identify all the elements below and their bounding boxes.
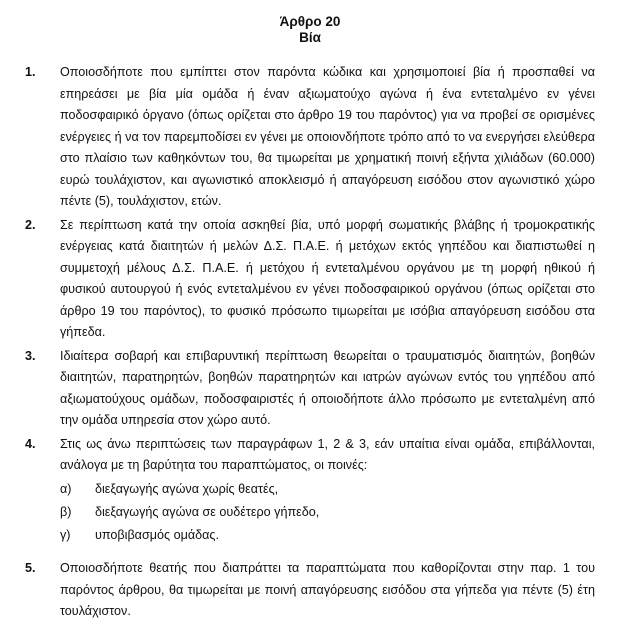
list-item-text: διεξαγωγής αγώνα σε ουδέτερο γήπεδο, xyxy=(95,504,320,519)
list-item-letter: α) xyxy=(60,481,72,496)
list-item-text: υποβιβασμός ομάδας. xyxy=(95,527,219,542)
paragraph-text: Ιδιαίτερα σοβαρή και επιβαρυντική περίπτωση θεωρείται ο τραυματισμός διαιτητών, βοηθών διαιτητών, παρατηρητών, βοηθών παρατηρητών και ιατρών αγώνων εντός του γηπέδου από αξιωματούχους ομάδων, ποδοσφαιριστές ή οποιοδήποτε άλλο πρόσωπο με εντεταλμένη από την ομάδα υπηρεσία στον χώρο αυτό. xyxy=(60,348,595,427)
paragraph-3 xyxy=(25,346,595,432)
paragraph-text: Οποιοσδήποτε που εμπίπτει στον παρόντα κώδικα και χρησιμοποιεί βία ή προσπαθεί να επηρεάσει με βία μία ομάδα ή έναν αξιωματούχο αγώνα ή ένα εντεταλμένο εν γένει ποδοσφαιρικό όργανο (όπως ορίζεται στο άρθρο 19 του παρόντος) για να προβεί σε ορισμένες ενέργειες ή να τον παρεμποδίσει εν γένει με οποιονδήποτε τρόπο από το να ενεργήσει ελεύθερα στο πλαίσιο των καθηκόντων του, θα τιμωρείται με χρηματική ποινή εξήντα χιλιάδων (60.000) ευρώ τουλάχιστον, και αγωνιστικό αποκλεισμό ή απαγόρευση εισόδου στον αγωνιστικό χώρο πέντε (5), τουλάχιστον, ετών. xyxy=(60,65,595,208)
list-item xyxy=(60,525,595,547)
list-item-text: διεξαγωγής αγώνα χωρίς θεατές, xyxy=(95,481,279,496)
paragraph-text: Οποιοσδήποτε θεατής που διαπράττει τα παραπτώματα που καθορίζονται στην παρ. 1 του παρόντος άρθρου, θα τιμωρείται με ποινή απαγόρευσης εισόδου στα γήπεδα για πέντε (5) έτη τουλάχιστον. xyxy=(60,561,595,618)
list-item xyxy=(60,502,595,524)
article-header xyxy=(25,14,595,46)
article-subject: Βία xyxy=(299,30,321,45)
list-item-letter: β) xyxy=(60,504,72,519)
article-title: Άρθρο 20 xyxy=(279,14,341,29)
paragraph-1 xyxy=(25,62,595,213)
list-item xyxy=(60,479,595,501)
paragraph-5 xyxy=(25,558,595,623)
paragraph-number: 4. xyxy=(25,436,36,451)
paragraph-number: 3. xyxy=(25,348,36,363)
paragraph-number: 5. xyxy=(25,561,36,575)
paragraph-text-container xyxy=(60,434,595,553)
paragraph-number: 2. xyxy=(25,217,36,232)
paragraph-text: Στις ως άνω περιπτώσεις των παραγράφων 1, 2 & 3, εάν υπαίτια είναι ομάδα, επιβάλλονται, ανάλογα με τη βαρύτητα του παραπτώματος, οι ποινές: xyxy=(60,436,595,472)
paragraph-2 xyxy=(25,215,595,344)
paragraph-text: Σε περίπτωση κατά την οποία ασκηθεί βία, υπό μορφή σωματικής βλάβης ή τρομοκρατικής ενέργειας κατά διαιτητών ή μελών Δ.Σ. Π.Α.Ε. ή μετόχων εκτός γηπέδου και διαπιστωθεί η συμμετοχή μέλους Δ.Σ. Π.Α.Ε. ή μετόχου ή εντεταλμένου οργάνου με τη μορφή ηθικού ή φυσικού αυτουργού ή ενός εντεταλμένου εν γένει ποδοσφαιρικού οργάνου (όπως ορίζεται στο άρθρο 19 του παρόντος), το φυσικό πρόσωπο τιμωρείται με ισόβια απαγόρευση εισόδου στα γήπεδα. xyxy=(60,217,595,339)
penalty-list xyxy=(60,479,595,547)
list-item-letter: γ) xyxy=(60,527,71,542)
paragraph-number: 1. xyxy=(25,65,36,79)
paragraph-4 xyxy=(25,434,595,553)
